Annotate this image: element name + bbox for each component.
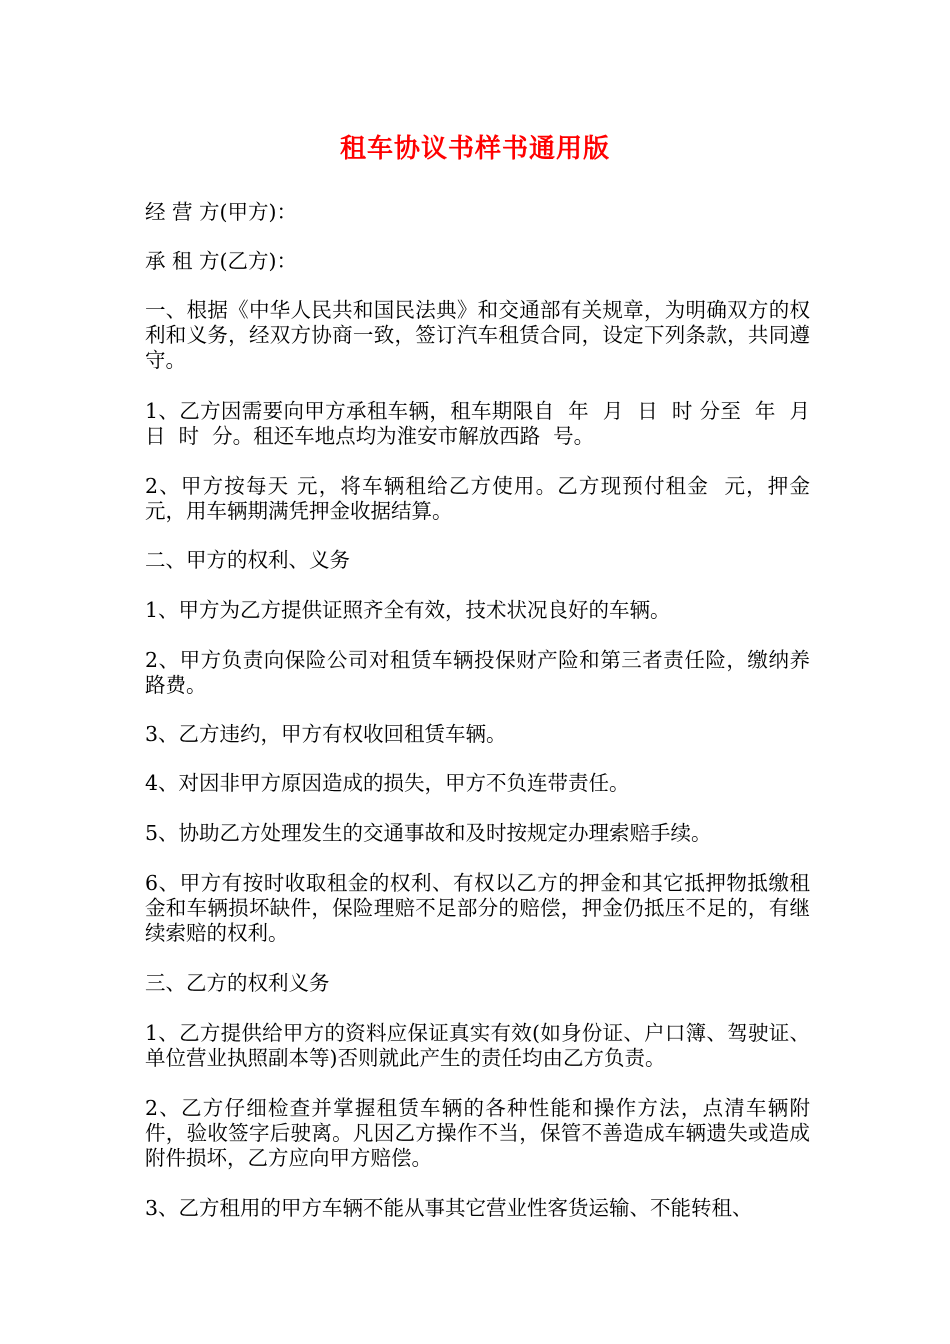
- party-b-line: 承 租 方(乙方)：: [145, 249, 298, 273]
- document-title: 租车协议书样书通用版: [339, 134, 610, 164]
- clause-3-3: 3、乙方租用的甲方车辆不能从事其它营业性客货运输、不能转租、: [145, 1196, 753, 1220]
- clause-1-2: 2、甲方按每天 元，将车辆租给乙方使用。乙方现预付租金 元，押金 元，用车辆期满凭押金收据结算。: [145, 474, 824, 523]
- section-2-heading: 二、甲方的权利、义务: [145, 548, 350, 572]
- clause-3-2: 2、乙方仔细检查并掌握租赁车辆的各种性能和操作方法，点清车辆附件，验收签字后驶离。凡因乙方操作不当，保管不善造成车辆遗失或造成附件损坏，乙方应向甲方赔偿。: [145, 1096, 810, 1170]
- party-a-line: 经 营 方(甲方)：: [145, 200, 298, 224]
- clause-1-1: 1、乙方因需要向甲方承租车辆，租车期限自 年 月 日 时 分至 年 月 日 时 分。租还车地点均为淮安市解放西路 号。: [145, 399, 824, 448]
- clause-2-3: 3、乙方违约，甲方有权收回租赁车辆。: [145, 722, 507, 746]
- clause-2-2: 2、甲方负责向保险公司对租赁车辆投保财产险和第三者责任险，缴纳养路费。: [145, 648, 810, 697]
- clause-3-1: 1、乙方提供给甲方的资料应保证真实有效(如身份证、户口簿、驾驶证、单位营业执照副本等)否则就此产生的责任均由乙方负责。: [145, 1021, 810, 1070]
- clause-2-6: 6、甲方有按时收取租金的权利、有权以乙方的押金和其它抵押物抵缴租金和车辆损坏缺件，保险理赔不足部分的赔偿，押金仍抵压不足的，有继续索赔的权利。: [145, 871, 810, 945]
- clause-2-1: 1、甲方为乙方提供证照齐全有效，技术状况良好的车辆。: [145, 598, 671, 622]
- clause-2-5: 5、协助乙方处理发生的交通事故和及时按规定办理索赔手续。: [145, 821, 712, 845]
- clause-2-4: 4、对因非甲方原因造成的损失，甲方不负连带责任。: [145, 771, 630, 795]
- section-1-intro: 一、根据《中华人民共和国民法典》和交通部有关规章，为明确双方的权利和义务，经双方协商一致，签订汽车租赁合同，设定下列条款，共同遵守。: [145, 298, 810, 372]
- section-3-heading: 三、乙方的权利义务: [145, 971, 330, 995]
